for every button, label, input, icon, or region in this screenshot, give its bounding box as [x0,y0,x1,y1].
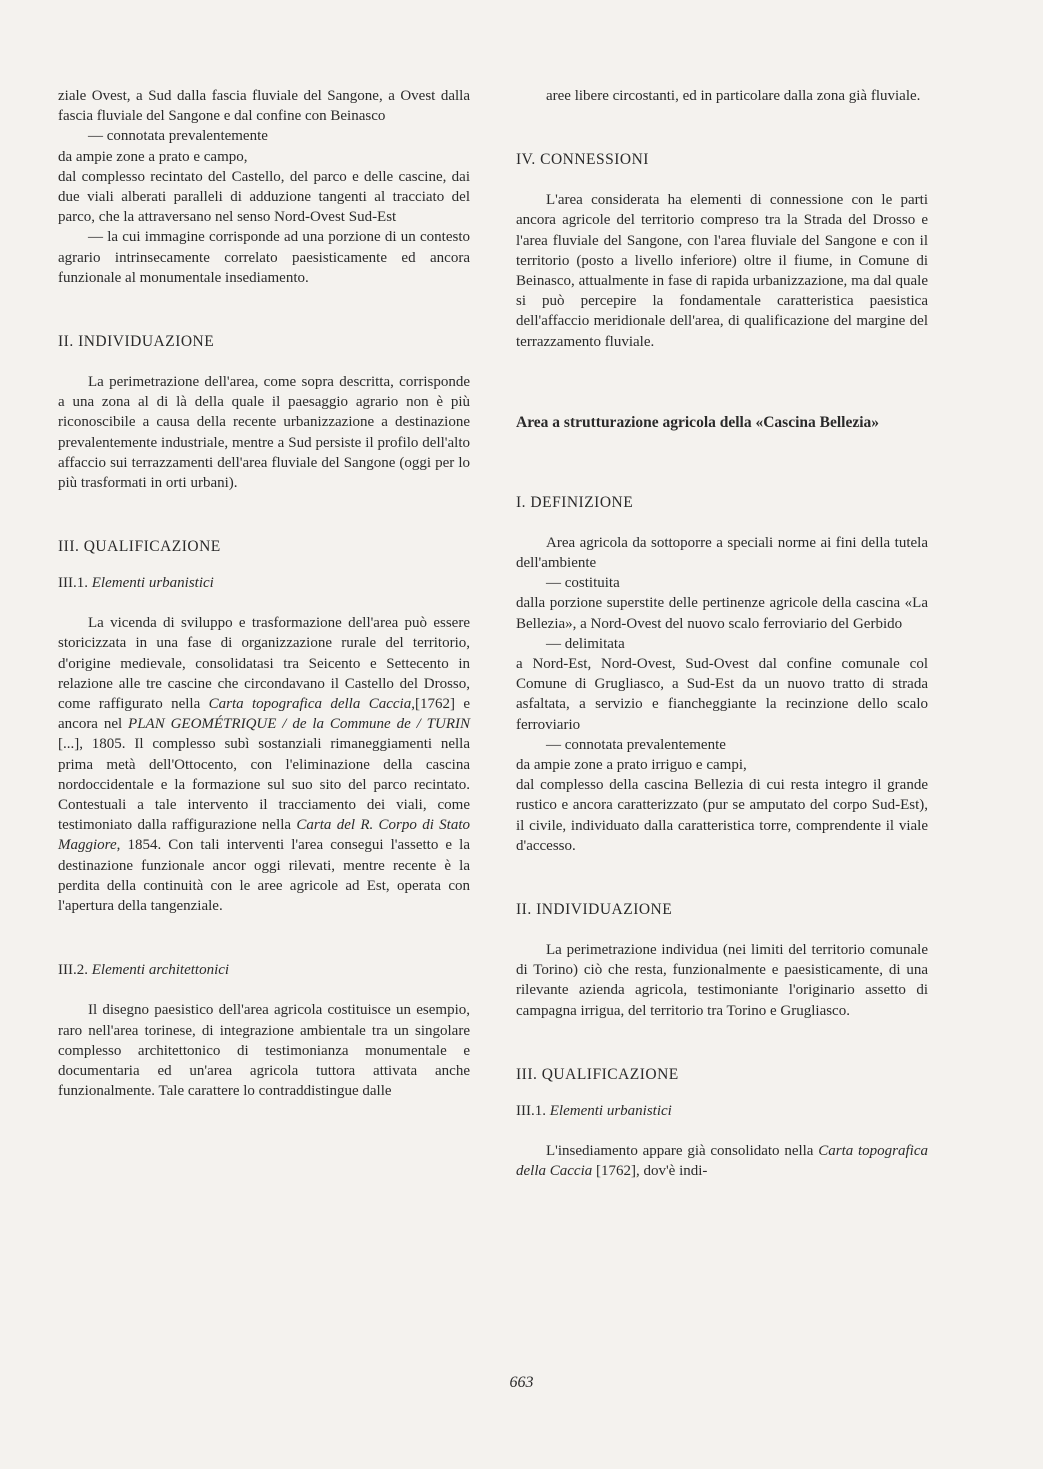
text-run: L'insediamento appare già consolidato nella [546,1142,819,1159]
section-heading: IV. CONNESSIONI [516,151,649,169]
page-number: 663 [509,1374,534,1391]
intro-paragraph: dal complesso recintato del Castello, del parco e delle cascine, dai due viali alberati paralleli di adduzione tangenti al tracciato del parco, che la attraversano nel senso Nord-Ovest Sud-Est [58,168,470,226]
body-paragraph: La perimetrazione individua (nei limiti del territorio comunale di Torino) ciò che resta, funzionalmente e paesisticamente, di una rilevante azienda agricola, testimoniante l'originario assetto di campagna irrigua, del territorio tra Torino e Grugliasco. [516,942,928,1019]
text-run: ,[1762] e ancora nel [58,696,470,733]
body-paragraph: Area agricola da sottoporre a speciali norme ai fini della tutela dell'ambiente [516,534,928,572]
subsection-heading [58,960,470,980]
definition-dash: — costituita [546,575,620,592]
right-column [516,86,928,1181]
text-run: [1762], dov'è indi- [592,1163,708,1180]
body-paragraph: La perimetrazione dell'area, come sopra descritta, corrisponde a una zona al di là della quale il paesaggio agrario non è più riconoscibile a causa della recente urbanizzazione a destinazione prevalentemente industriale, mentre a Sud persiste il profilo dell'alto affaccio sui terrazzamenti dell'area fluviale del Sangone (oggi per lo più trasformati in orti urbani). [58,374,470,492]
body-paragraph [58,613,470,916]
section-heading: II. INDIVIDUAZIONE [58,333,215,351]
body-paragraph: aree libere circostanti, ed in particolare dalla zona già fluviale. [546,88,921,104]
left-column [58,86,470,1101]
citation: Carta topografica della Caccia [516,1142,928,1180]
text-run: La vicenda di sviluppo e trasformazione dell'area può essere storicizzata in una fase di organizzazione rurale del territorio, d'origine medievale, consolidatasi tra Seicento e Settecento in relazione alle tre cascine che circondavano il Castello del Drosso, come raffigurato nella [58,615,470,713]
intro-paragraph: — la cui immagine corrisponde ad una porzione di un contesto agrario intrinsecamente correlato paesisticamente ed ancora funzionale al monumentale insediamento. [58,229,470,286]
subsection-title: Elementi architettonici [91,962,230,979]
section-heading: II. INDIVIDUAZIONE [516,901,673,919]
subsection-title: Elementi urbanistici [549,1102,672,1119]
body-paragraph: a Nord-Est, Nord-Ovest, Sud-Ovest dal confine comunale col Comune di Grugliasco, a Sud-Est da un nuovo tratto di strada asfaltata, a servizio e fiancheggiante la recinzione dello scalo ferroviario [516,656,928,733]
text-run: [...], 1805. Il complesso subì sostanziali rimaneggiamenti nella prima metà dell'Ottocento, con l'eliminazione della cascina nordoccidentale e la formazione sul suo sito del parco recintato. Contestuali a tale intervento il tracciamento dei viali, come testimoniato dalla raffigurazione nella [58,736,470,834]
citation: Carta topografica della Caccia [208,696,412,713]
intro-line: da ampie zone a prato e campo, [58,148,248,165]
subsection-title: Elementi urbanistici [91,575,214,592]
section-heading: III. QUALIFICAZIONE [58,538,221,556]
body-paragraph [516,1141,928,1181]
body-paragraph: L'area considerata ha elementi di connessione con le parti ancora agricole del territorio compreso tra la Strada del Drosso e l'area fluviale del Sangone, con l'area fluviale del Sangone e con il territorio (posto a livello inferiore) oltre il fiume, in Comune di Beinasco, attualmente in fase di rapida urbanizzazione, ma dal quale si può percepire la fondamentale caratteristica paesistica dell'affaccio meridionale dell'area, di qualificazione del margine del terrazzamento fluviale. [516,192,928,350]
area-title: Area a strutturazione agricola della «Cascina Bellezia» [516,413,880,431]
subsection-number: III.2. [58,962,88,979]
subsection-heading [516,1101,928,1121]
subsection-number: III.1. [58,575,88,592]
citation: PLAN GEOMÉTRIQUE / de la Commune de / TURIN [128,716,471,733]
subsection-heading [58,573,470,593]
body-line: da ampie zone a prato irriguo e campi, [516,757,747,774]
intro-dash: — connotata prevalentemente [88,128,268,145]
text-run: , 1854. Con tali interventi l'area consegui l'assetto e la destinazione funzionale ancor oggi rilevati, mentre recente è la perdita della continuità con le aree agricole ad Est, operata con l'apertura della tangenziale. [58,837,470,915]
citation: Carta del R. Corpo di Stato Maggiore [58,817,471,854]
section-heading: III. QUALIFICAZIONE [516,1065,679,1083]
body-paragraph: Il disegno paesistico dell'area agricola costituisce un esempio, raro nell'area torinese, di integrazione ambientale tra un singolare complesso architettonico di testimonianza monumentale e documentaria ed un'area agricola tuttora attivata anche funzionalmente. Tale carattere lo contraddistingue dalle [58,1002,470,1100]
section-heading: I. DEFINIZIONE [516,493,634,511]
subsection-number: III.1. [516,1102,546,1119]
body-paragraph: dal complesso della cascina Bellezia di cui resta integro il grande rustico e ancora caratterizzato (pur se amputato del corpo Sud-Est), il civile, individuato dalla caratteristica torre, comprendente il viale d'accesso. [516,777,928,854]
definition-dash: — delimitata [546,635,625,652]
intro-paragraph: ziale Ovest, a Sud dalla fascia fluviale del Sangone, a Ovest dalla fascia fluviale del Sangone e dal confine con Beinasco [58,88,470,125]
definition-dash: — connotata prevalentemente [546,736,726,753]
body-paragraph: dalla porzione superstite delle pertinenze agricole della cascina «La Bellezia», a Nord-Ovest del nuovo scalo ferroviario del Gerbido [516,595,928,632]
